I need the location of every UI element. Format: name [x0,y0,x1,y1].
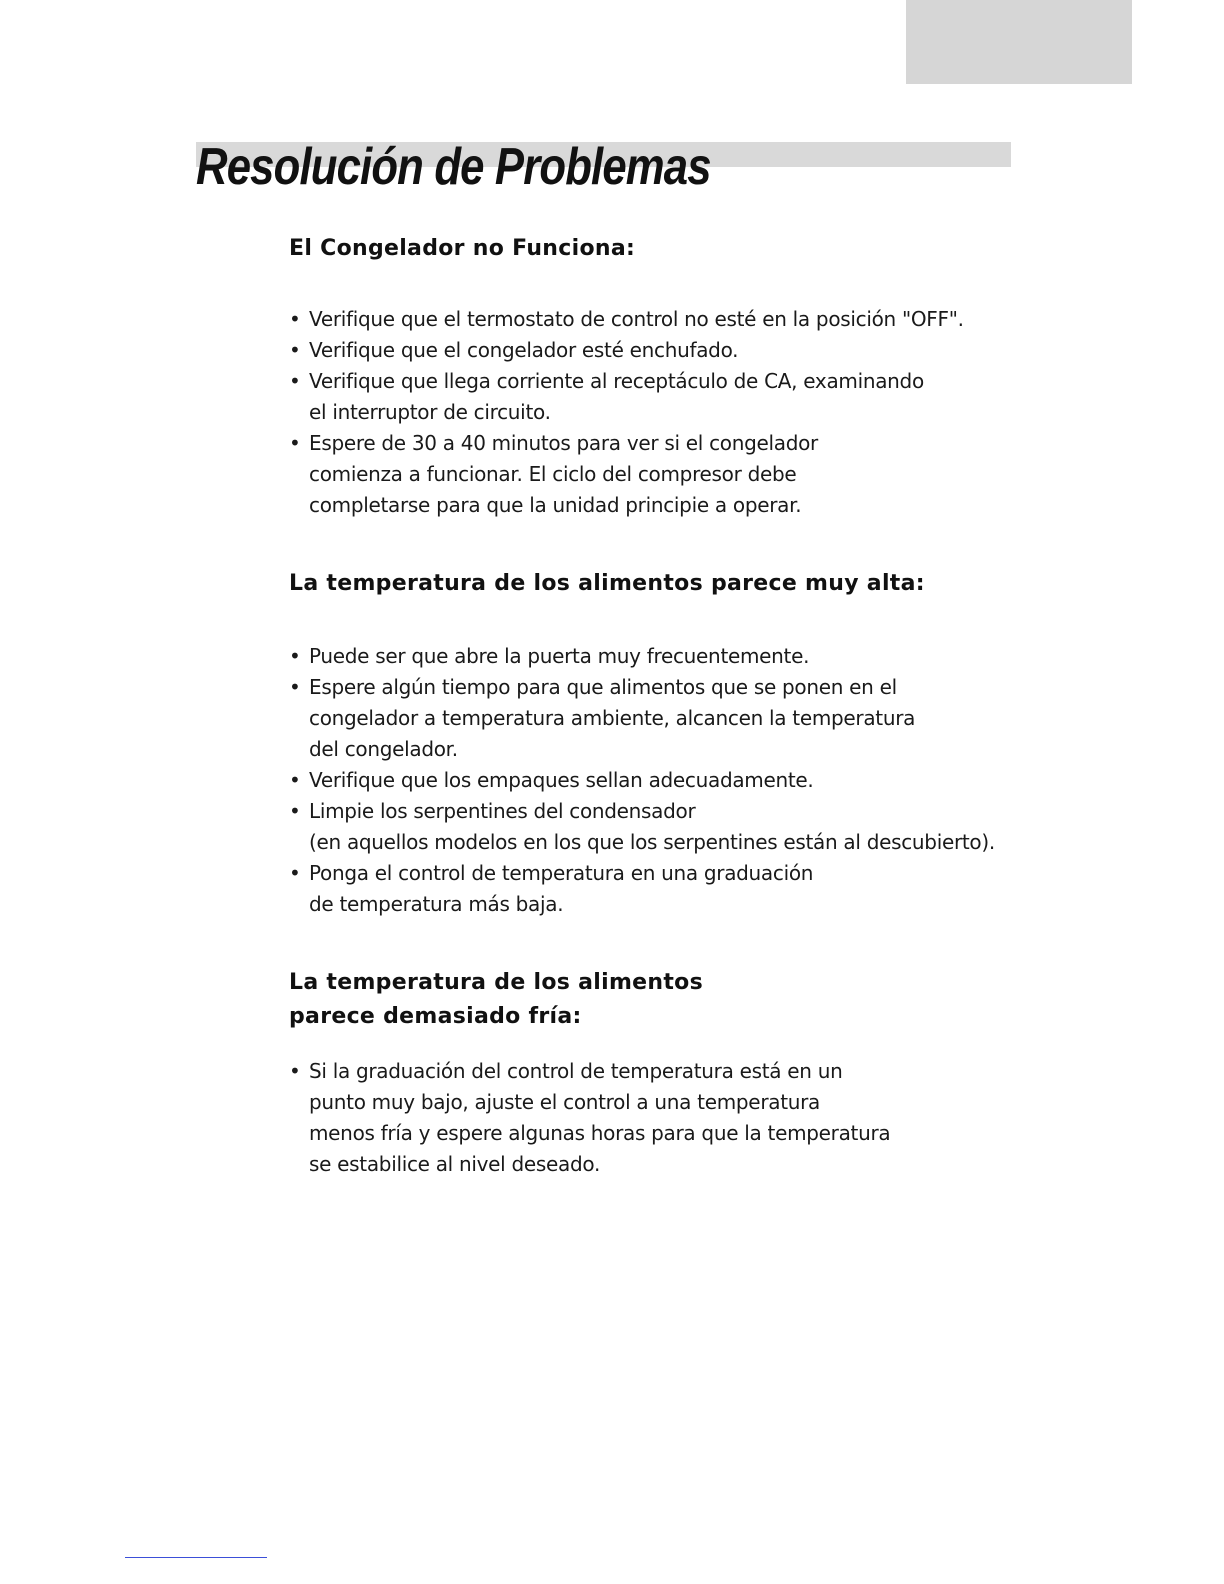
section-heading: La temperatura de los alimentos parece muy alta: [289,571,925,596]
list-item: • Verifique que llega corriente al receptáculo de CA, examinando el interruptor de circuito. [289,366,1009,428]
list-item: • Limpie los serpentines del condensador (en aquellos modelos en los que los serpentines están al descubierto). [289,796,1009,858]
list-item: • Espere algún tiempo para que alimentos que se ponen en el congelador a temperatura ambiente, alcancen la temperatura del congelador. [289,672,1009,765]
bullet-list [289,1056,1009,1180]
page-title: Resolución de Problemas [196,138,711,196]
bullet-list [289,641,1009,920]
bullet-list [289,304,1009,521]
footer-rule [125,1557,267,1558]
list-item: • Verifique que los empaques sellan adecuadamente. [289,765,1009,796]
list-item: • Si la graduación del control de temperatura está en un punto muy bajo, ajuste el control a una temperatura menos fría y espere algunas horas para que la temperatura se estabilice al nivel deseado. [289,1056,1009,1180]
list-item: • Ponga el control de temperatura en una graduación de temperatura más baja. [289,858,1009,920]
section-food-too-cold [289,966,1009,1180]
list-item: • Espere de 30 a 40 minutos para ver si el congelador comienza a funcionar. El ciclo del compresor debe completarse para que la unidad principie a operar. [289,428,1009,521]
list-item: • Puede ser que abre la puerta muy frecuentemente. [289,641,1009,672]
section-freezer-not-working [289,232,1009,521]
section-food-too-warm [289,567,1009,920]
list-item: • Verifique que el termostato de control no esté en la posición "OFF". [289,304,1009,335]
section-heading: La temperatura de los alimentos parece demasiado fría: [289,970,703,1029]
corner-tab [906,0,1132,84]
section-heading: El Congelador no Funciona: [289,236,636,261]
list-item: • Verifique que el congelador esté enchufado. [289,335,1009,366]
